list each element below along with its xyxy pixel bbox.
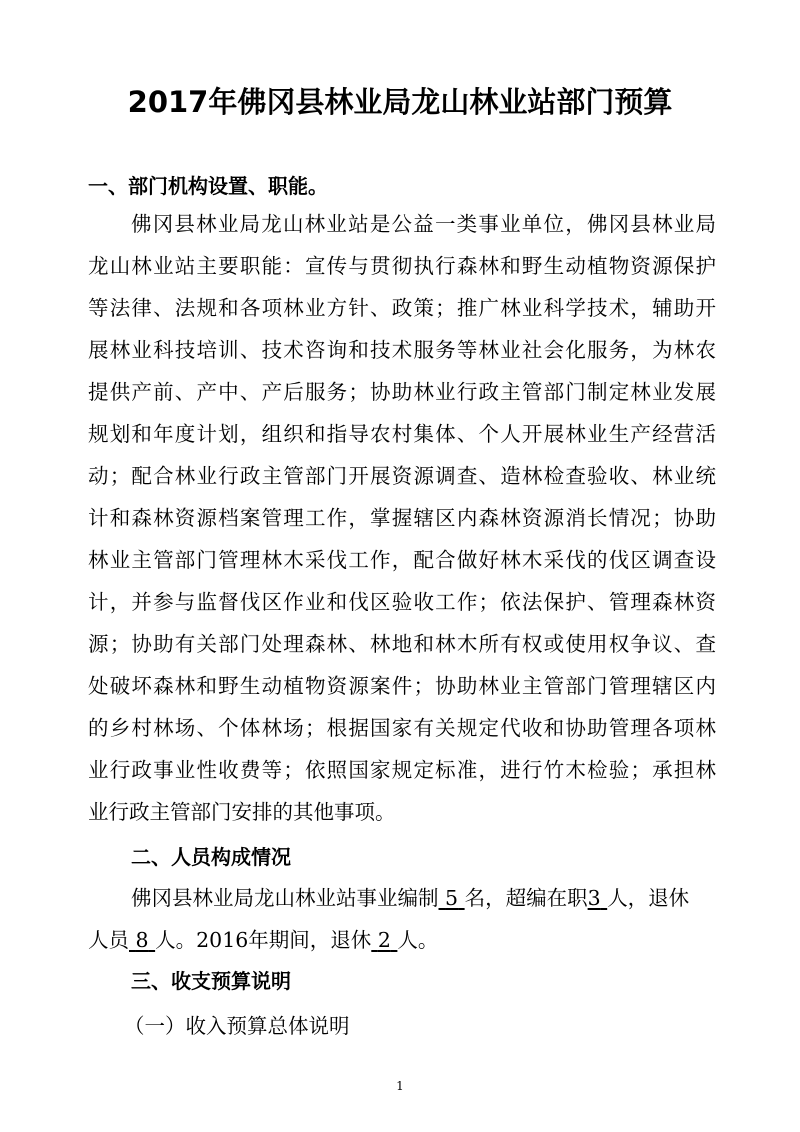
body-line: 规划和年度计划，组织和指导农村集体、个人开展林业生产经营活 xyxy=(88,422,716,446)
staff-text: 人，退休 xyxy=(607,886,690,910)
body-line: 业行政事业性收费等；依照国家规定标准，进行竹木检验；承担林 xyxy=(88,758,716,782)
staff-text: 人。2016年期间，退休 xyxy=(155,928,372,952)
staff-text: 名，超编在职 xyxy=(464,886,588,910)
document-title: 2017年佛冈县林业局龙山林业站部门预算 xyxy=(127,85,673,119)
body-line: 提供产前、产中、产后服务；协助林业行政主管部门制定林业发展 xyxy=(88,380,716,404)
staff-text: 人员 xyxy=(88,928,129,952)
body-line: 林业主管部门管理林木采伐工作，配合做好林木采伐的伐区调查设 xyxy=(88,548,716,572)
body-line: 处破坏森林和野生动植物资源案件；协助林业主管部门管理辖区内 xyxy=(88,674,716,698)
body-line: 动；配合林业行政主管部门开展资源调查、造林检查验收、林业统 xyxy=(88,464,716,488)
staff-line-1 xyxy=(131,884,771,912)
body-line: 源；协助有关部门处理森林、林地和林木所有权或使用权争议、查 xyxy=(88,632,716,656)
section-heading-staff: 二、人员构成情况 xyxy=(131,845,291,869)
section-heading-budget: 三、收支预算说明 xyxy=(131,969,291,993)
body-line: 等法律、法规和各项林业方针、政策；推广林业科学技术，辅助开 xyxy=(88,296,716,320)
section-heading-organization: 一、部门机构设置、职能。 xyxy=(88,174,328,198)
body-line: 佛冈县林业局龙山林业站是公益一类事业单位，佛冈县林业局 xyxy=(131,212,716,236)
retired-2016-count: 2 xyxy=(377,928,391,952)
body-line: 业行政主管部门安排的其他事项。 xyxy=(88,800,396,824)
body-line: 的乡村林场、个体林场；根据国家有关规定代收和协助管理各项林 xyxy=(88,716,716,740)
body-line: 展林业科技培训、技术咨询和技术服务等林业社会化服务，为林农 xyxy=(88,338,716,362)
staff-text: 人。 xyxy=(397,928,439,952)
staff-text: 佛冈县林业局龙山林业站事业编制 xyxy=(131,886,439,910)
subsection-heading-income: （一）收入预算总体说明 xyxy=(124,1014,350,1038)
body-line: 计，并参与监督伐区作业和伐区验收工作；依法保护、管理森林资 xyxy=(88,590,716,614)
established-posts-count: 5 xyxy=(445,886,459,910)
retired-count: 8 xyxy=(135,928,149,952)
staff-line-2 xyxy=(88,926,728,954)
body-line: 计和森林资源档案管理工作，掌握辖区内森林资源消长情况；协助 xyxy=(88,506,716,530)
page-number: 1 xyxy=(396,1079,404,1093)
body-line: 龙山林业站主要职能：宣传与贯彻执行森林和野生动植物资源保护 xyxy=(88,254,716,278)
over-quota-count: 3 xyxy=(587,886,601,910)
